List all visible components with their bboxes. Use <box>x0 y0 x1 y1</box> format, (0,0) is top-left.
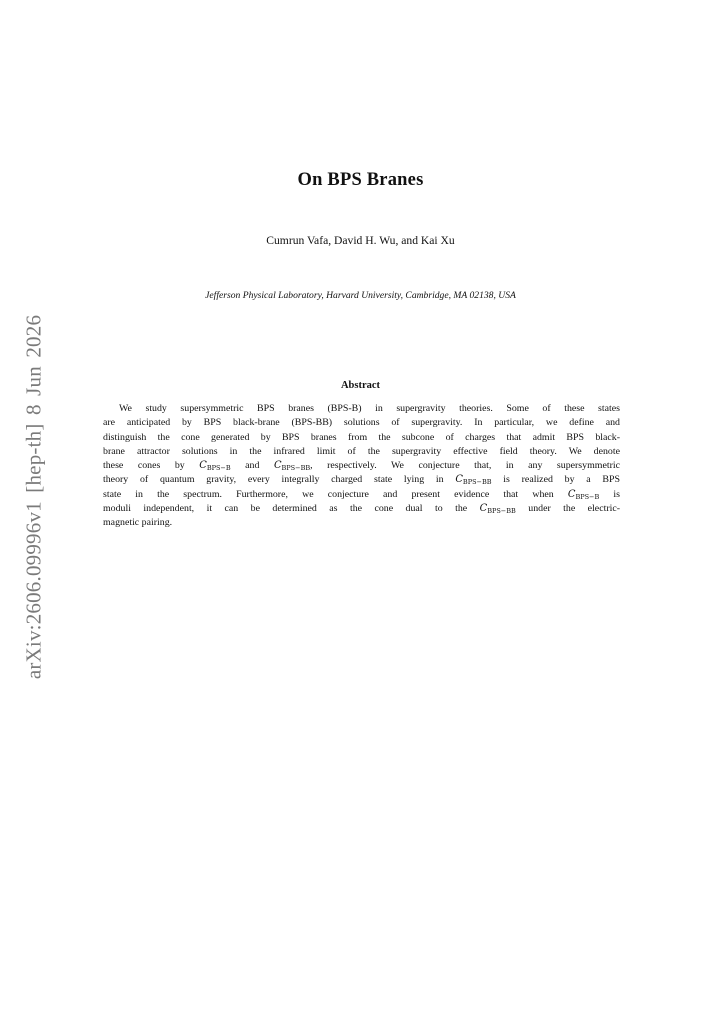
cone-letter: C <box>455 474 463 486</box>
abstract-text-fragment: state in the spectrum. Furthermore, we conjecture and present evidence that when <box>103 488 554 500</box>
abstract-heading: Abstract <box>340 380 381 391</box>
abstract-line-3: distinguish the cone generated by BPS branes from the subcone of charges that admit BPS black- <box>103 431 620 443</box>
arxiv-identifier-stamp: arXiv:2606.09996v1 [hep-th] 8 Jun 2026 <box>21 314 46 680</box>
abstract-text-fragment: under the electric- <box>528 503 621 515</box>
cone-letter: C <box>479 503 488 515</box>
abstract-line-6 <box>103 473 620 487</box>
cone-letter: C <box>199 460 207 472</box>
author-affiliation: Jefferson Physical Laboratory, Harvard University, Cambridge, MA 02138, USA <box>205 290 516 301</box>
cone-bps-b-symbol <box>199 460 230 471</box>
author-list: Cumrun Vafa, David H. Wu, and Kai Xu <box>266 234 455 247</box>
abstract-line-4: brane attractor solutions in the infrared limit of the supergravity effective field theory. We denote <box>103 445 620 457</box>
abstract-text-fragment: theory of quantum gravity, every integrally charged state lying in <box>103 474 444 486</box>
abstract-line-1: We study supersymmetric BPS branes (BPS-B) in supergravity theories. Some of these states <box>119 403 620 414</box>
cone-letter: C <box>567 488 576 500</box>
abstract-text-fragment: moduli independent, it can be determined as the cone dual to the <box>103 503 468 515</box>
abstract-text-fragment: these cones by <box>103 460 185 472</box>
paper-title: On BPS Branes <box>297 170 424 190</box>
abstract-text-fragment: is realized by a BPS <box>503 474 621 486</box>
cone-subscript: BPS−B <box>206 464 231 473</box>
cone-bps-bb-symbol <box>455 474 491 485</box>
cone-bps-b-symbol <box>568 489 599 500</box>
abstract-line-5 <box>103 459 620 473</box>
abstract-text <box>103 402 620 531</box>
cone-bps-bb-symbol <box>480 503 516 514</box>
abstract-line-2: are anticipated by BPS black-brane (BPS-BB) solutions of supergravity. In particular, we define and <box>103 417 620 429</box>
abstract-text-fragment: and <box>245 460 260 472</box>
abstract-line-9: magnetic pairing. <box>103 517 173 529</box>
cone-subscript: BPS−BB <box>281 464 311 473</box>
cone-subscript: BPS−BB <box>462 478 492 487</box>
cone-bps-bb-symbol <box>274 460 310 471</box>
abstract-text-fragment: is <box>613 488 621 500</box>
cone-subscript: BPS−B <box>575 492 600 501</box>
abstract-line-7 <box>103 488 620 502</box>
abstract-line-8 <box>103 502 620 516</box>
cone-letter: C <box>273 460 282 472</box>
abstract-text-fragment: , respectively. We conjecture that, in any supersymmetric <box>310 460 620 472</box>
cone-subscript: BPS−BB <box>487 507 516 516</box>
